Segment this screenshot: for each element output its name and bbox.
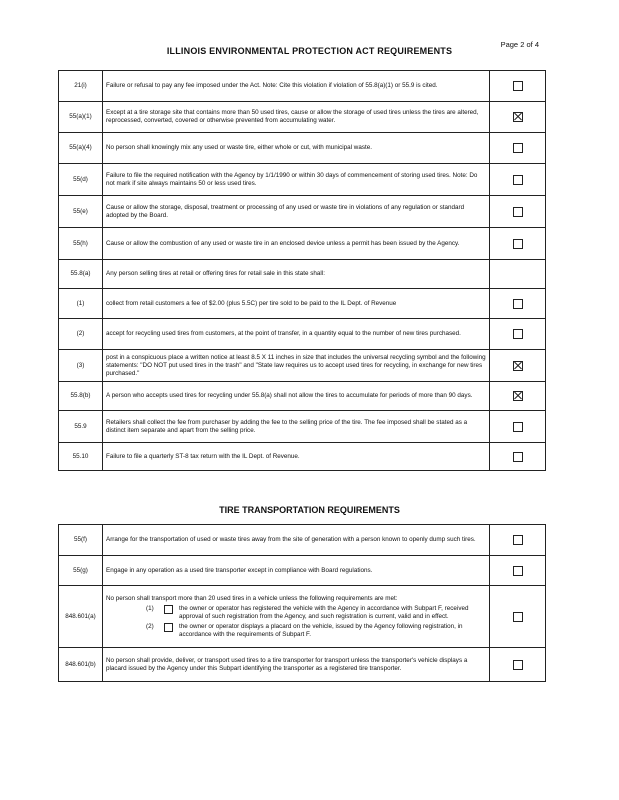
violation-checkbox[interactable]: [513, 175, 523, 185]
checkbox-cell: [490, 586, 546, 648]
section-number: 55(a)(1): [59, 102, 103, 133]
checkbox-cell: [490, 648, 546, 682]
sub-text: the owner or operator displays a placard on the vehicle, issued by the Agency following registration, in accordance with the requirements of Subpart F.: [179, 622, 463, 638]
section-number: 55(h): [59, 228, 103, 260]
sub-requirement: [146, 605, 486, 621]
section-number: (2): [59, 319, 103, 350]
violation-checkbox[interactable]: [513, 112, 523, 122]
requirement-text: Cause or allow the combustion of any used or waste tire in an enclosed device unless a permit has been issued by the Agency.: [103, 228, 490, 260]
checkbox-cell: [490, 556, 546, 586]
requirement-row: [59, 228, 546, 260]
checkbox-cell: [490, 71, 546, 102]
checkbox-cell: [490, 382, 546, 411]
violation-checkbox[interactable]: [513, 612, 523, 622]
requirement-text: Except at a tire storage site that contains more than 50 used tires, cause or allow the storage of used tires unless the tires are altered, reprocessed, converted, covered or otherwise prevented from accumulating water.: [103, 102, 490, 133]
section-number: 55.10: [59, 443, 103, 471]
checkbox-cell: [490, 196, 546, 228]
requirement-text: post in a conspicuous place a written notice at least 8.5 X 11 inches in size that includes the universal recycling symbol and the following statements: "DO NOT put used tires in the trash" and "State law requires us to accept used tires for recycling, in exchange for new tires purchased.": [103, 350, 490, 382]
requirement-row: [59, 71, 546, 102]
checkbox-cell: [490, 443, 546, 471]
requirement-row: [59, 289, 546, 319]
checkbox-cell: [490, 102, 546, 133]
section-number: 848.601(b): [59, 648, 103, 682]
violation-checkbox[interactable]: [513, 143, 523, 153]
requirement-row: [59, 525, 546, 556]
section-number: 55.8(b): [59, 382, 103, 411]
violation-checkbox[interactable]: [513, 81, 523, 91]
requirement-text: Cause or allow the storage, disposal, treatment or processing of any used or waste tire in violations of any regulation or standard adopted by the Board.: [103, 196, 490, 228]
section-number: 55(f): [59, 525, 103, 556]
violation-checkbox[interactable]: [513, 660, 523, 670]
requirement-row: [59, 648, 546, 682]
violation-checkbox[interactable]: [513, 535, 523, 545]
section-number: 848.601(a): [59, 586, 103, 648]
requirement-row: [59, 556, 546, 586]
section-number: 55.9: [59, 411, 103, 443]
section-number: 55(e): [59, 196, 103, 228]
checkbox-cell: [490, 319, 546, 350]
checkbox-cell: [490, 260, 546, 289]
requirement-text: [103, 586, 490, 648]
requirement-row: [59, 260, 546, 289]
requirement-row: [59, 443, 546, 471]
violation-checkbox[interactable]: [513, 207, 523, 217]
sub-number: (2): [146, 622, 154, 630]
requirement-text: collect from retail customers a fee of $2.00 (plus 5.5C) per tire sold to be paid to the IL Dept. of Revenue: [103, 289, 490, 319]
sub-checkbox[interactable]: [164, 605, 173, 614]
requirement-lead-text: No person shall transport more than 20 used tires in a vehicle unless the following requirements are met:: [106, 594, 398, 602]
violation-checkbox[interactable]: [513, 452, 523, 462]
requirement-row: [59, 196, 546, 228]
violation-checkbox[interactable]: [513, 361, 523, 371]
checkbox-cell: [490, 525, 546, 556]
violation-checkbox[interactable]: [513, 299, 523, 309]
section-number: 55(g): [59, 556, 103, 586]
requirement-text: Retailers shall collect the fee from purchaser by adding the fee to the selling price of the tire. The fee imposed shall be stated as a distinct item separate and apart from the selling price.: [103, 411, 490, 443]
act-requirements-table: [58, 70, 546, 471]
sub-number: (1): [146, 604, 154, 612]
requirement-row: [59, 164, 546, 196]
requirement-row: [59, 411, 546, 443]
requirement-text: No person shall provide, deliver, or transport used tires to a tire transporter for transport unless the transporter's vehicle displays a placard issued by the Agency under this Subpart identifying the transporter as a registered tire transporter.: [103, 648, 490, 682]
requirement-text: A person who accepts used tires for recycling under 55.8(a) shall not allow the tires to accumulate for periods of more than 90 days.: [103, 382, 490, 411]
violation-checkbox[interactable]: [513, 239, 523, 249]
requirement-row: [59, 350, 546, 382]
section-number: (3): [59, 350, 103, 382]
requirement-row: [59, 133, 546, 164]
section-title-transport: TIRE TRANSPORTATION REQUIREMENTS: [219, 505, 400, 515]
requirement-text: Failure to file a quarterly ST-8 tax return with the IL Dept. of Revenue.: [103, 443, 490, 471]
requirement-row: [59, 586, 546, 648]
requirement-row: [59, 102, 546, 133]
requirement-text: No person shall knowingly mix any used or waste tire, either whole or cut, with municipal waste.: [103, 133, 490, 164]
section-title-act: ILLINOIS ENVIRONMENTAL PROTECTION ACT REQUIREMENTS: [166, 46, 453, 56]
section-number: (1): [59, 289, 103, 319]
checkbox-cell: [490, 228, 546, 260]
violation-checkbox[interactable]: [513, 566, 523, 576]
checkbox-cell: [490, 289, 546, 319]
requirement-row: [59, 382, 546, 411]
violation-checkbox[interactable]: [513, 391, 523, 401]
section-number: 21(i): [59, 71, 103, 102]
checkbox-cell: [490, 350, 546, 382]
violation-checkbox[interactable]: [513, 422, 523, 432]
requirement-text: Failure or refusal to pay any fee imposed under the Act. Note: Cite this violation if violation of 55.8(a)(1) or 55.9 is cited.: [103, 71, 490, 102]
requirement-text: accept for recycling used tires from customers, at the point of transfer, in a quantity equal to the number of new tires purchased.: [103, 319, 490, 350]
requirement-text: Any person selling tires at retail or offering tires for retail sale in this state shall:: [103, 260, 490, 289]
checkbox-cell: [490, 164, 546, 196]
section-number: 55(d): [59, 164, 103, 196]
section-number: 55(a)(4): [59, 133, 103, 164]
sub-text: the owner or operator has registered the vehicle with the Agency in accordance with Subpart F, received approval of such registration from the Agency, and such registration is current, valid and in effect.: [179, 604, 469, 620]
violation-checkbox[interactable]: [513, 329, 523, 339]
checkbox-cell: [490, 133, 546, 164]
requirement-text: Arrange for the transportation of used or waste tires away from the site of generation with a person known to openly dump such tires.: [103, 525, 490, 556]
section-number: 55.8(a): [59, 260, 103, 289]
checkbox-cell: [490, 411, 546, 443]
requirement-text: Engage in any operation as a used tire transporter except in compliance with Board regulations.: [103, 556, 490, 586]
sub-checkbox[interactable]: [164, 623, 173, 632]
transport-requirements-table: [58, 524, 546, 682]
requirement-text: Failure to file the required notification with the Agency by 1/1/1990 or within 30 days of commencement of storing used tires. Note: Do not mark if site always maintains 50 or less used tires.: [103, 164, 490, 196]
requirement-row: [59, 319, 546, 350]
page-number: Page 2 of 4: [500, 40, 539, 49]
sub-requirement: [146, 623, 486, 639]
